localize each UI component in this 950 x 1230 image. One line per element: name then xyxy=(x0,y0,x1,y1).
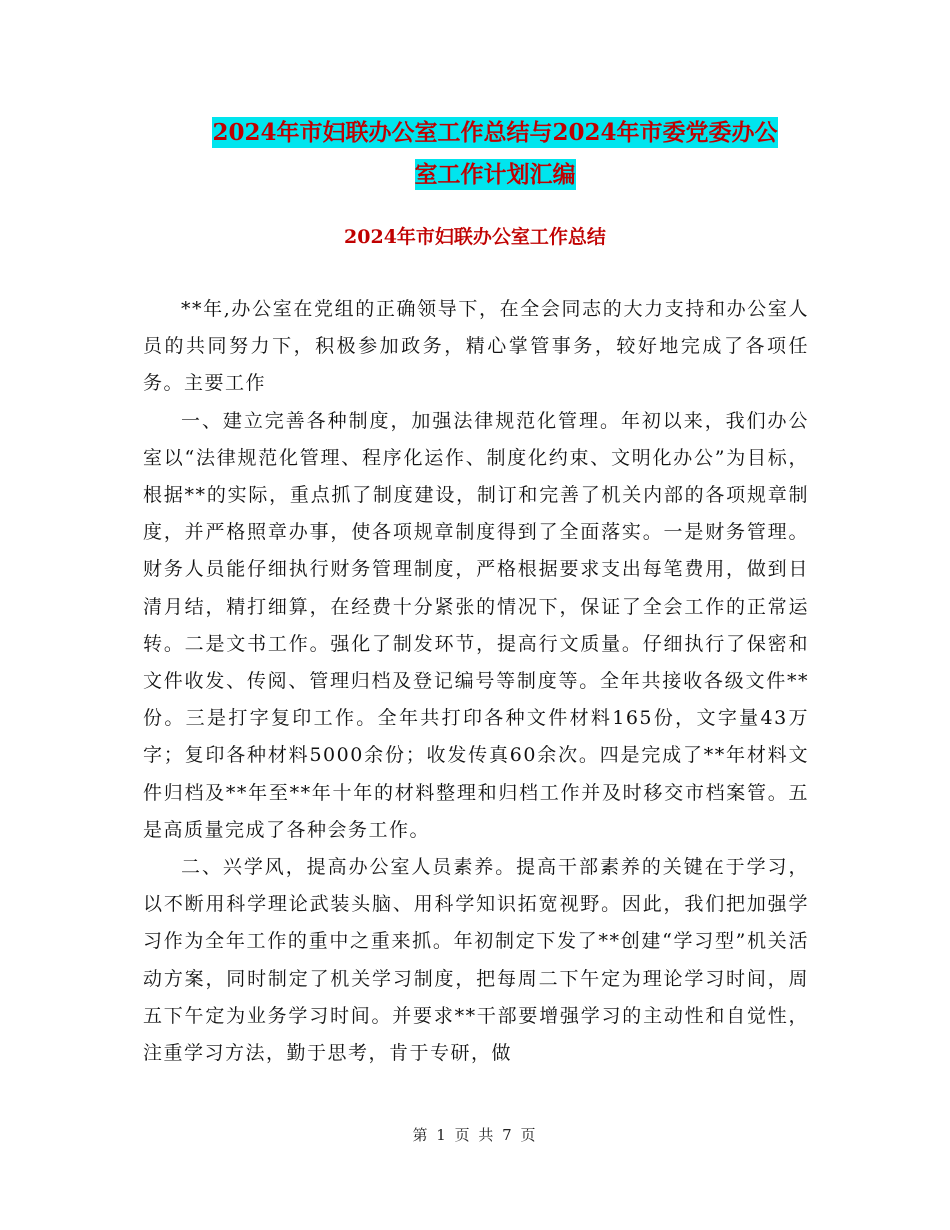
document-title xyxy=(140,112,850,196)
paragraph-2: 二、兴学风，提高办公室人员素养。提高干部素养的关键在于学习，以不断用科学理论武装头脑、用科学知识拓宽视野。因此，我们把加强学习作为全年工作的重中之重来抓。年初制定下发了**创建“学习型”机关活动方案，同时制定了机关学习制度，把每周二下午定为理论学习时间，周五下午定为业务学习时间。并要求**干部要增强学习的主动性和自觉性，注重学习方法，勤于思考，肯于专研，做 xyxy=(143,856,809,1065)
title-line-1: 2024年市妇联办公室工作总结与2024年市委党委办公 xyxy=(212,119,778,146)
paragraph-intro: **年,办公室在党组的正确领导下，在全会同志的大力支持和办公室人员的共同努力下，积极参加政务，精心掌管事务，较好地完成了各项任务。主要工作 xyxy=(143,298,809,395)
section-title: 2024年市妇联办公室工作总结 xyxy=(344,226,606,248)
title-line-2: 室工作计划汇编 xyxy=(414,161,576,188)
page-footer: 第 1 页 共 7 页 xyxy=(412,1126,538,1144)
paragraph-1: 一、建立完善各种制度，加强法律规范化管理。年初以来，我们办公室以“法律规范化管理、程序化运作、制度化约束、文明化办公”为目标，根据**的实际，重点抓了制度建设，制订和完善了机关内部的各项规章制度，并严格照章办事，使各项规章制度得到了全面落实。一是财务管理。财务人员能仔细执行财务管理制度，严格根据要求支出每笔费用，做到日清月结，精打细算，在经费十分紧张的情况下，保证了全会工作的正常运转。二是文书工作。强化了制发环节，提高行文质量。仔细执行了保密和文件收发、传阅、管理归档及登记编号等制度等。全年共接收各级文件**份。三是打字复印工作。全年共打印各种文件材料165份，文字量43万字；复印各种材料5000余份；收发传真60余次。四是完成了**年材料文件归档及**年至**年十年的材料整理和归档工作并及时移交市档案管。五是高质量完成了各种会务工作。 xyxy=(143,409,809,841)
body-text xyxy=(143,291,809,1072)
